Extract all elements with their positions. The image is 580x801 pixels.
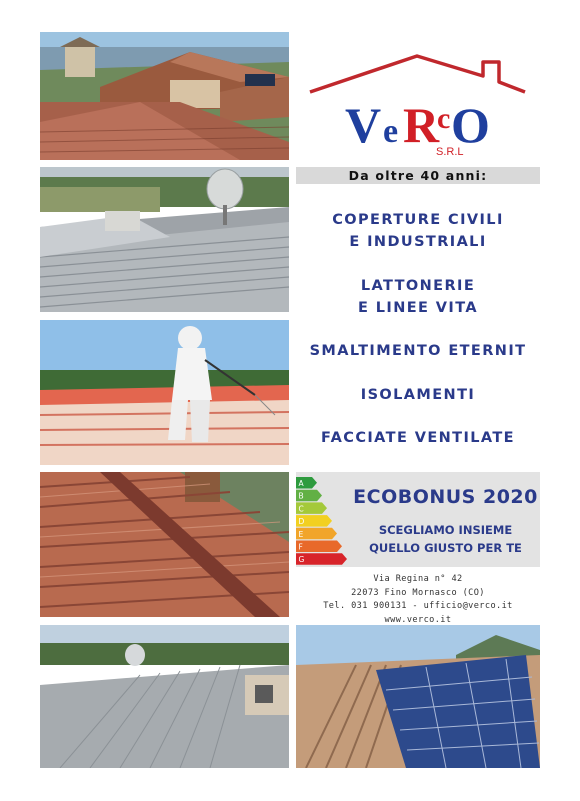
energy-label-f: F [298,542,303,552]
logo-letter-v: V [345,97,382,153]
service-facciate: FACCIATE VENTILATE [321,430,515,446]
photo-tiled-roofs [40,32,289,160]
energy-label-b: B [298,491,304,501]
ecobonus-title: ECOBONUS 2020 [353,486,538,508]
photo-eternit-worker [40,320,289,465]
tagline: Da oltre 40 anni: [296,167,540,184]
contact-phone-email[interactable]: Tel. 031 900131 - ufficio@verco.it [323,601,513,611]
logo-letter-o: O [451,97,490,153]
energy-bar-f [296,541,342,553]
logo-suffix: S.R.L [436,146,464,158]
energy-label-c: C [298,504,304,514]
service-smaltimento: SMALTIMENTO ETERNIT [309,343,527,359]
ecobonus-box [296,472,540,567]
energy-class-icon [296,475,351,565]
photo-metal-roof-dish [40,167,289,312]
service-isolamenti: ISOLAMENTI [360,387,476,403]
contact-city: 22073 Fino Mornasco (CO) [351,587,485,598]
photo-grey-metal-roof [40,625,289,768]
verco-logo [305,40,530,160]
energy-label-d: D [298,517,305,527]
contacts [296,573,540,627]
logo-letter-c: c [437,102,451,135]
energy-label-a: A [298,479,304,488]
ecobonus-subtitle: SCEGLIAMO INSIEME QUELLO GIUSTO PER TE [369,523,522,555]
energy-label-e: E [298,529,304,539]
service-lattonerie: LATTONERIE E LINEE VITA [358,278,478,316]
service-coperture: COPERTURE CIVILI E INDUSTRIALI [332,212,504,250]
energy-label-g: G [298,555,305,565]
logo-letter-e: e [383,113,399,150]
photo-solar-panels [296,625,540,768]
photo-terracotta-tiles [40,472,289,617]
contact-address: Via Regina n° 42 [373,574,463,584]
contact-website[interactable]: www.verco.it [384,614,452,625]
logo-letter-r: R [403,97,440,153]
